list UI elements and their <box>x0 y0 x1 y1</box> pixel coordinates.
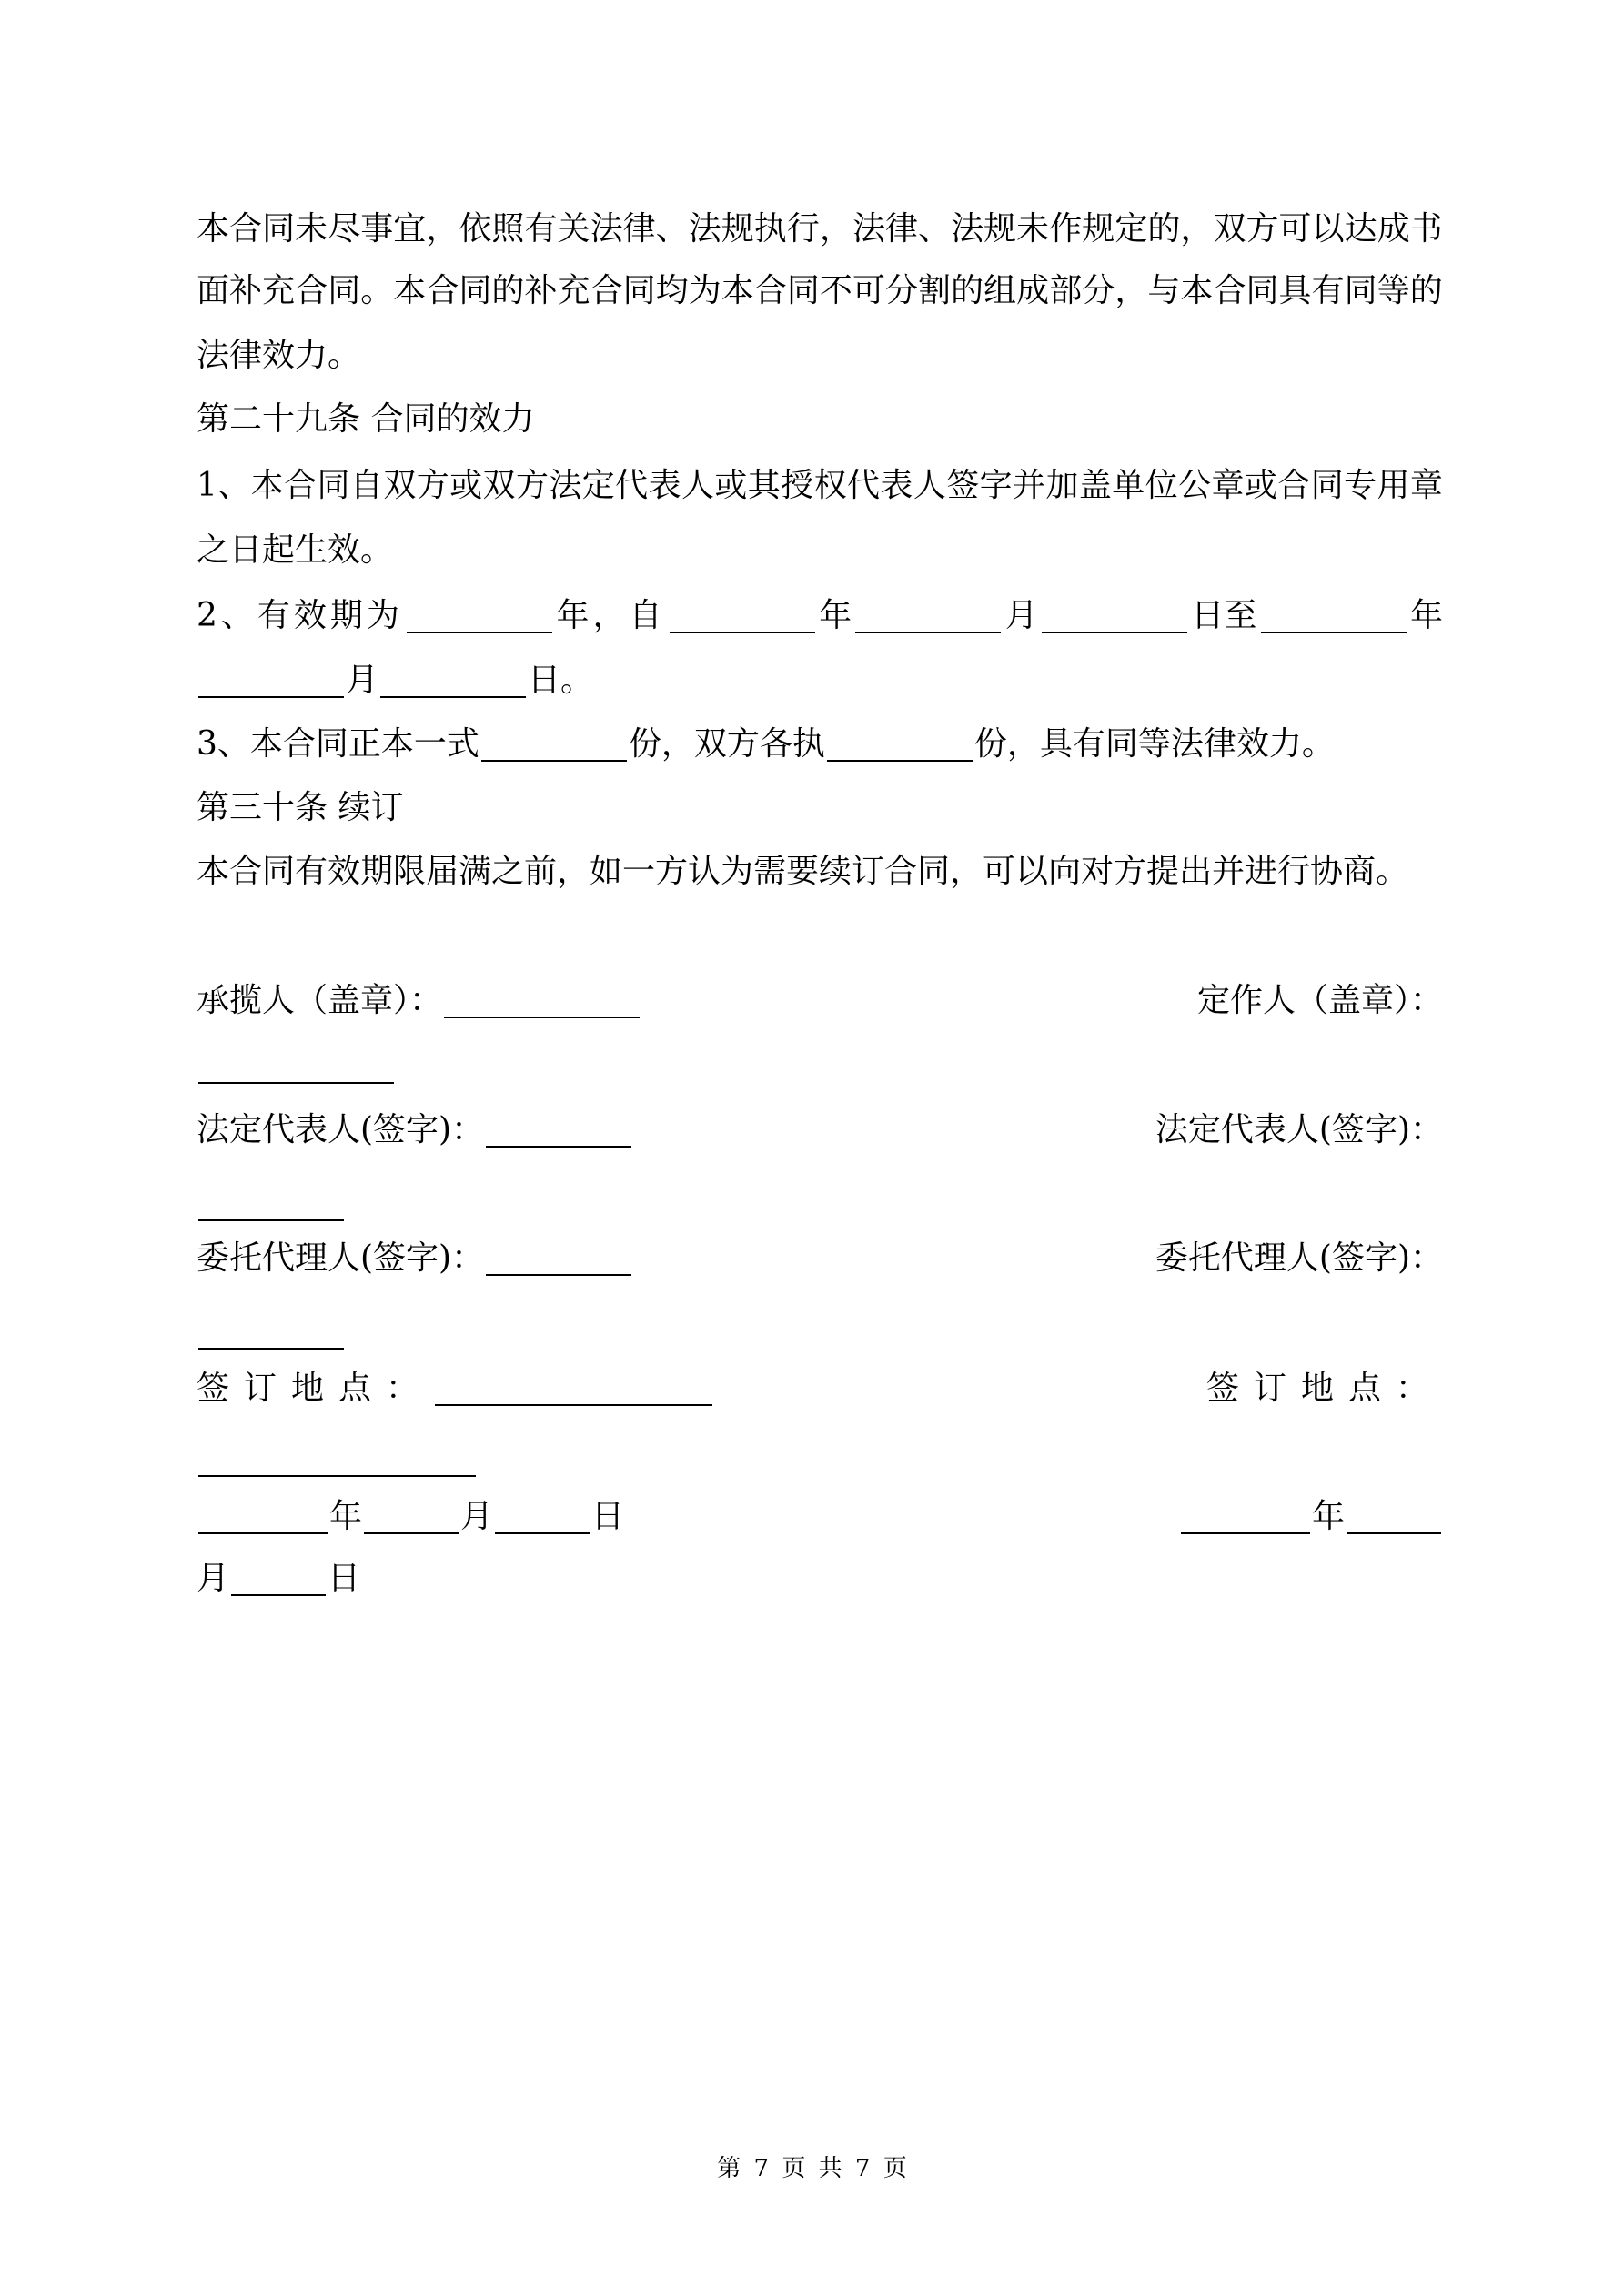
text: 3、本合同正本一式 <box>197 725 479 763</box>
signature-row <box>197 1039 1443 1094</box>
text: 月 <box>1004 597 1038 634</box>
char: 合 <box>229 210 263 248</box>
blank-field[interactable] <box>1181 1500 1310 1534</box>
char: 法 <box>688 210 721 248</box>
char: 补 <box>229 272 263 309</box>
blank-field[interactable] <box>1261 599 1407 633</box>
text: 日。 <box>528 662 594 699</box>
char: 其 <box>747 467 781 504</box>
char: 人 <box>913 467 946 504</box>
text: 日 <box>591 1498 625 1535</box>
date-row <box>197 1490 1443 1544</box>
char: 章 <box>1409 467 1443 504</box>
orderer-seal-label: 定作人（盖章）： <box>1196 982 1443 1019</box>
char: 。 <box>360 272 394 309</box>
char: 本 <box>393 272 427 309</box>
char: 自 <box>349 467 383 504</box>
char: 的 <box>1147 210 1181 248</box>
char: 依 <box>459 210 492 248</box>
signature-row <box>197 1305 1443 1360</box>
char: 规 <box>1082 210 1115 248</box>
char: 关 <box>557 210 590 248</box>
text: 月 <box>460 1498 494 1535</box>
char: 或 <box>714 467 748 504</box>
char: 的 <box>951 272 984 309</box>
char: 同 <box>1246 272 1279 309</box>
char: 律 <box>622 210 656 248</box>
text: 2、有效期为 <box>197 597 403 634</box>
char: 有 <box>524 210 558 248</box>
char: 达 <box>1344 210 1377 248</box>
char: 同 <box>459 272 492 309</box>
text: 第三十条 续订 <box>197 789 404 826</box>
char: 照 <box>491 210 525 248</box>
blank-field[interactable] <box>198 1187 344 1221</box>
char: 部 <box>1049 272 1083 309</box>
char: 方 <box>515 467 549 504</box>
char: 权 <box>813 467 847 504</box>
char: 合 <box>753 272 787 309</box>
blank-field[interactable] <box>1347 1500 1441 1534</box>
char: 事 <box>360 210 394 248</box>
char: 单 <box>1112 467 1145 504</box>
char: 可 <box>1278 210 1312 248</box>
contractor-seal-label: 承揽人（盖章）： <box>197 982 443 1019</box>
char: 合 <box>284 467 318 504</box>
text: 份，具有同等法律效力。 <box>973 725 1335 763</box>
char: 同 <box>786 272 820 309</box>
char: 法 <box>590 210 623 248</box>
char: 同 <box>328 272 361 309</box>
text: 份，双方各执 <box>628 725 825 763</box>
text: 本合同有效期限届满之前，如一方认为需要续订合同，可以向对方提出并进行协商。 <box>197 853 1409 890</box>
char: 加 <box>1045 467 1079 504</box>
blank-field[interactable] <box>495 1500 590 1534</box>
blank-field[interactable] <box>198 1442 476 1477</box>
char: 有 <box>1311 272 1345 309</box>
blank-field[interactable] <box>435 1371 712 1406</box>
blank-field[interactable] <box>1042 599 1187 633</box>
char: 本 <box>1180 272 1214 309</box>
char: 代 <box>615 467 649 504</box>
text: 法律效力。 <box>197 337 361 374</box>
char: 同 <box>262 210 296 248</box>
char: 行 <box>786 210 820 248</box>
signature-row <box>197 1231 1443 1286</box>
text: 第二十九条 合同的效力 <box>197 400 535 438</box>
blank-field[interactable] <box>444 984 640 1018</box>
char: 等 <box>1377 272 1410 309</box>
char: 章 <box>1211 467 1245 504</box>
char: 合 <box>1213 272 1246 309</box>
text: 月 <box>346 662 379 699</box>
char: 分 <box>1082 272 1115 309</box>
blank-field[interactable] <box>486 1113 631 1148</box>
char: 本 <box>197 210 230 248</box>
char: 公 <box>1178 467 1212 504</box>
char: 表 <box>648 467 681 504</box>
char: ， <box>819 210 852 248</box>
signature-row <box>197 974 1443 1028</box>
agent-label-right: 委托代理人(签字)： <box>1155 1239 1443 1277</box>
text: 年 <box>1311 1498 1345 1535</box>
char: 补 <box>524 272 558 309</box>
text: 年 <box>329 1498 363 1535</box>
char: 表 <box>880 467 913 504</box>
char: 成 <box>1016 272 1050 309</box>
char: 定 <box>1115 210 1148 248</box>
char: 合 <box>295 272 328 309</box>
char: 方 <box>1246 210 1279 248</box>
char: 组 <box>983 272 1017 309</box>
char: 、 <box>655 210 689 248</box>
text <box>197 264 1443 319</box>
char: 均 <box>655 272 689 309</box>
char: 字 <box>979 467 1013 504</box>
char: 或 <box>449 467 483 504</box>
legal-rep-label-right: 法定代表人(签字)： <box>1155 1111 1443 1148</box>
char: 尽 <box>328 210 361 248</box>
char: 本 <box>721 272 754 309</box>
char: ， <box>1180 210 1214 248</box>
char: 双 <box>383 467 417 504</box>
char: 用 <box>1377 467 1410 504</box>
paragraph-line <box>197 459 1443 513</box>
validity-line <box>197 589 1443 643</box>
text: 年 <box>1409 597 1443 634</box>
char: 同 <box>1344 272 1377 309</box>
text: 年 <box>819 597 852 634</box>
page-number: 第 7 页 共 7 页 <box>717 2155 907 2182</box>
signature-row <box>197 1361 1443 1416</box>
text: 日至 <box>1191 597 1257 634</box>
char: 签 <box>946 467 980 504</box>
char: 具 <box>1278 272 1312 309</box>
blank-field[interactable] <box>855 599 1001 633</box>
char: 合 <box>1277 467 1311 504</box>
char: 未 <box>1016 210 1050 248</box>
char: 授 <box>781 467 814 504</box>
paragraph-line <box>197 845 1443 899</box>
signature-row <box>197 1103 1443 1158</box>
char: 同 <box>1310 467 1344 504</box>
signature-row <box>197 1432 1443 1487</box>
blank-field[interactable] <box>827 727 973 762</box>
blank-field[interactable] <box>407 599 552 633</box>
place-label: 签订地点： <box>197 1370 434 1407</box>
char: 、 <box>217 467 251 504</box>
char: 法 <box>951 210 984 248</box>
char: 面 <box>197 272 230 309</box>
copies-line <box>197 717 1443 772</box>
char: 未 <box>295 210 328 248</box>
char: 成 <box>1377 210 1410 248</box>
paragraph-line <box>197 202 1443 257</box>
char: 分 <box>884 272 918 309</box>
text <box>197 202 1443 257</box>
paragraph-line <box>197 523 1443 578</box>
char: 位 <box>1145 467 1178 504</box>
blank-field[interactable] <box>198 1049 394 1084</box>
char: 合 <box>426 272 459 309</box>
char: 定 <box>581 467 615 504</box>
date-row <box>197 1552 1443 1606</box>
validity-line-2 <box>197 653 1443 708</box>
blank-field[interactable] <box>486 1241 631 1276</box>
text: 年，自 <box>556 597 666 634</box>
blank-field[interactable] <box>380 663 526 698</box>
signature-row <box>197 1177 1443 1231</box>
date-right <box>1179 1490 1443 1544</box>
place-label-right: 签订地点： <box>1205 1370 1443 1407</box>
char: 宜 <box>393 210 427 248</box>
char: 的 <box>491 272 525 309</box>
char: 本 <box>250 467 284 504</box>
char: 或 <box>1244 467 1277 504</box>
char: 作 <box>1049 210 1083 248</box>
blank-field[interactable] <box>481 727 627 762</box>
char: 执 <box>753 210 787 248</box>
text: 之日起生效。 <box>197 531 394 569</box>
article-title <box>197 781 1443 835</box>
char: ， <box>426 210 459 248</box>
blank-field[interactable] <box>364 1500 459 1534</box>
blank-field[interactable] <box>198 1315 344 1350</box>
text <box>197 459 1443 513</box>
legal-rep-label: 法定代表人(签字)： <box>197 1111 485 1148</box>
char: 专 <box>1344 467 1377 504</box>
blank-field[interactable] <box>670 599 815 633</box>
char: 割 <box>918 272 952 309</box>
char: 为 <box>688 272 721 309</box>
char: 法 <box>852 210 885 248</box>
blank-field[interactable] <box>198 1500 328 1534</box>
char: 1 <box>197 467 217 504</box>
char: 同 <box>317 467 350 504</box>
char: 规 <box>721 210 754 248</box>
paragraph-line <box>197 329 1443 383</box>
char: 合 <box>590 272 623 309</box>
char: 人 <box>681 467 714 504</box>
agent-label: 委托代理人(签字)： <box>197 1239 485 1277</box>
char: 以 <box>1311 210 1345 248</box>
char: 盖 <box>1078 467 1112 504</box>
blank-field[interactable] <box>231 1562 326 1596</box>
char: 律 <box>884 210 918 248</box>
char: 的 <box>1409 272 1443 309</box>
paragraph-line <box>197 264 1443 319</box>
char: 双 <box>482 467 516 504</box>
blank-field[interactable] <box>198 663 344 698</box>
char: 双 <box>1213 210 1246 248</box>
char: 可 <box>852 272 885 309</box>
char: 充 <box>262 272 296 309</box>
char: 法 <box>549 467 582 504</box>
char: 规 <box>983 210 1017 248</box>
article-title <box>197 392 1443 447</box>
char: 与 <box>1147 272 1181 309</box>
char: 方 <box>416 467 449 504</box>
char: 充 <box>557 272 590 309</box>
char: 书 <box>1409 210 1443 248</box>
text: 日 <box>328 1560 361 1597</box>
char: 、 <box>918 210 952 248</box>
char: 不 <box>819 272 852 309</box>
text: 月 <box>197 1560 230 1597</box>
char: ， <box>1115 272 1148 309</box>
char: 代 <box>847 467 881 504</box>
char: 同 <box>622 272 656 309</box>
char: 并 <box>1013 467 1046 504</box>
